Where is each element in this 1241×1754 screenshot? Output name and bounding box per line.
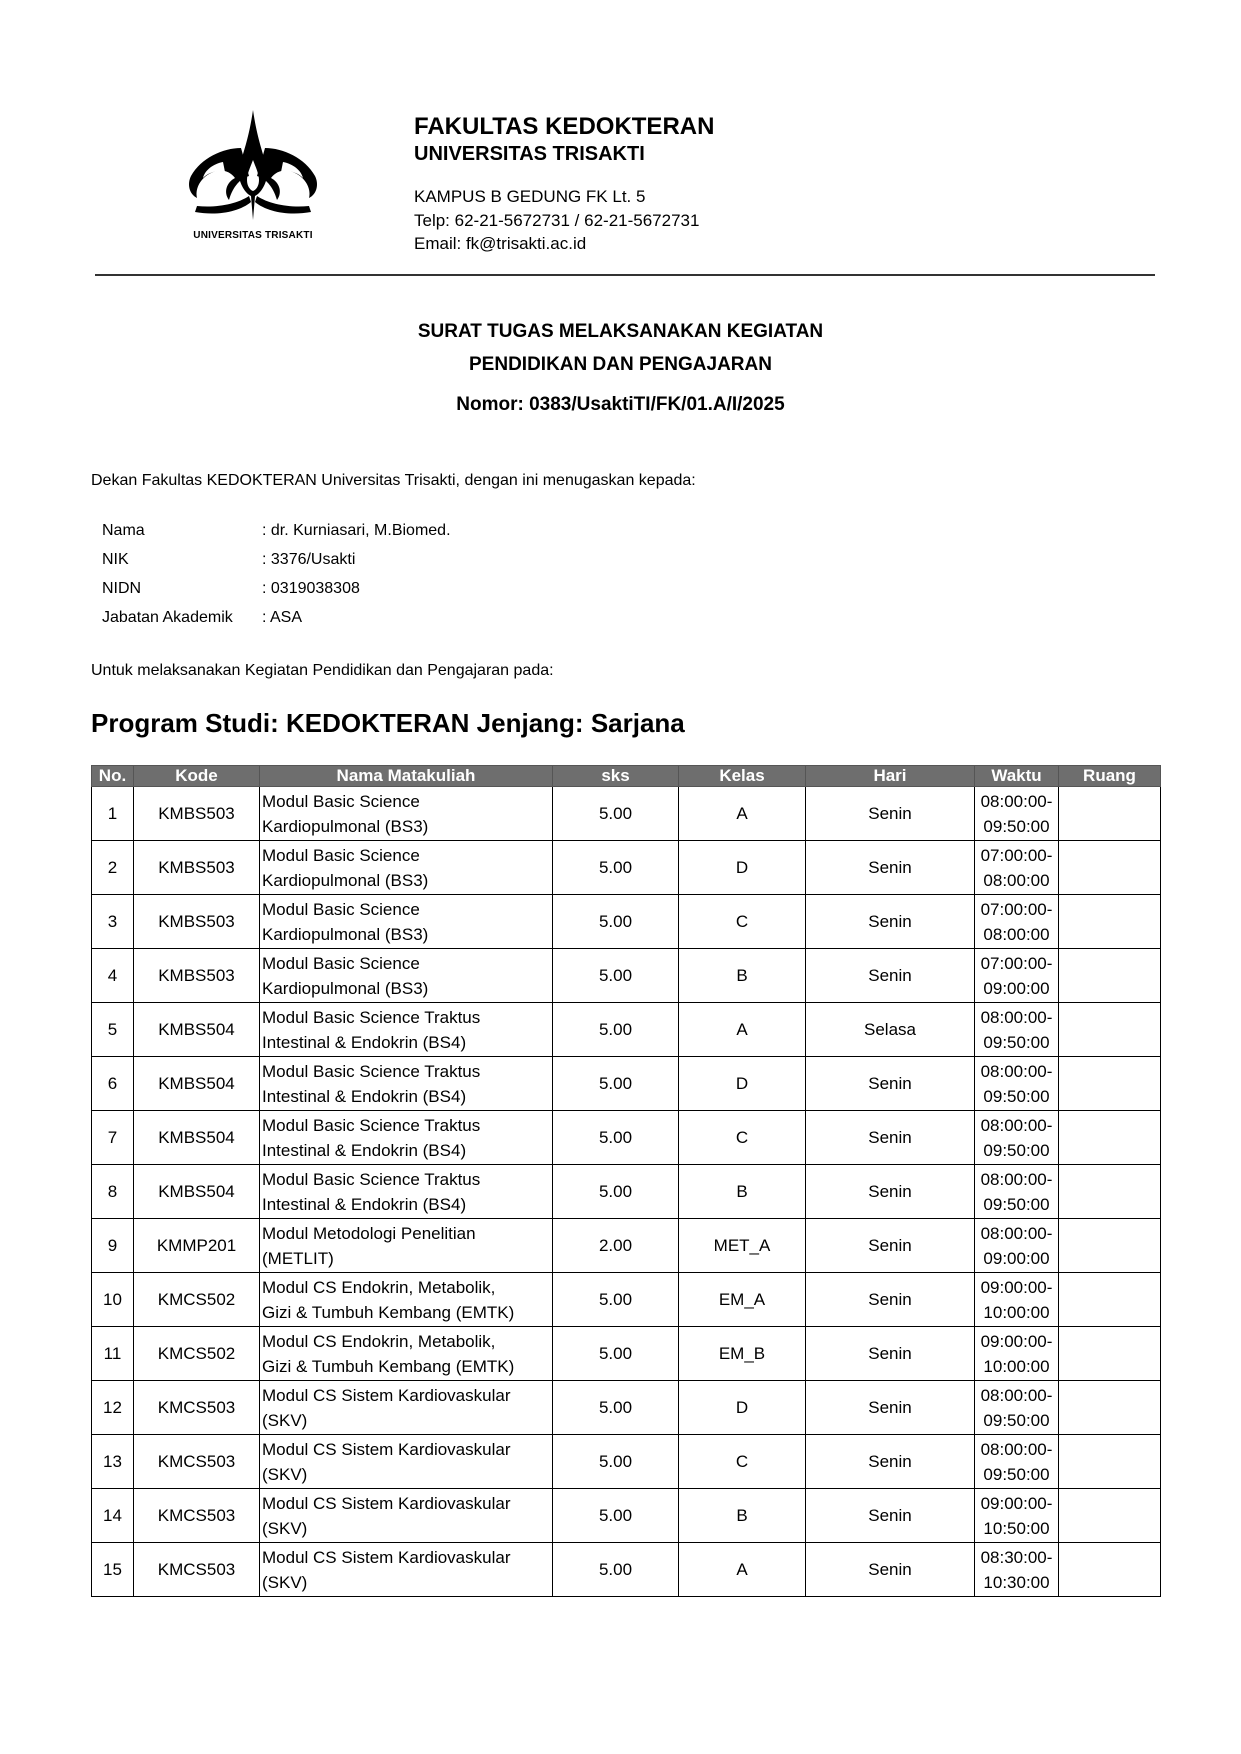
cell-sks: 5.00 xyxy=(553,1381,679,1435)
cell-kelas: MET_A xyxy=(679,1219,806,1273)
info-value: : ASA xyxy=(262,609,303,626)
cell-nama-line1: Modul CS Sistem Kardiovaskular xyxy=(262,1493,511,1513)
cell-waktu-end: 10:00:00 xyxy=(983,1356,1050,1376)
cell-no: 12 xyxy=(92,1381,134,1435)
cell-kelas: EM_B xyxy=(679,1327,806,1381)
cell-waktu xyxy=(975,787,1059,841)
cell-hari: Senin xyxy=(806,1543,975,1597)
table-row xyxy=(92,1381,1161,1435)
table-row xyxy=(92,1111,1161,1165)
phone-line: Telp: 62-21-5672731 / 62-21-5672731 xyxy=(414,210,700,230)
cell-kelas: C xyxy=(679,1435,806,1489)
cell-nama-line2: (SKV) xyxy=(262,1518,308,1538)
cell-waktu-start: 08:00:00- xyxy=(980,1385,1053,1405)
cell-nama-line2: (SKV) xyxy=(262,1572,308,1592)
cell-waktu-end: 08:00:00 xyxy=(983,870,1050,890)
table-row xyxy=(92,841,1161,895)
cell-nama-line1: Modul Basic Science Traktus xyxy=(262,1007,481,1027)
email-line: Email: fk@trisakti.ac.id xyxy=(414,234,587,253)
cell-ruang xyxy=(1059,1327,1161,1381)
cell-sks: 5.00 xyxy=(553,1273,679,1327)
cell-waktu-end: 10:00:00 xyxy=(983,1302,1050,1322)
table-row xyxy=(92,1219,1161,1273)
cell-waktu xyxy=(975,841,1059,895)
cell-nama xyxy=(260,949,553,1003)
cell-hari: Senin xyxy=(806,1111,975,1165)
info-value: : 3376/Usakti xyxy=(262,551,356,568)
cell-waktu xyxy=(975,895,1059,949)
table-row xyxy=(92,1057,1161,1111)
cell-waktu xyxy=(975,1111,1059,1165)
table-header-row xyxy=(92,766,1161,787)
info-value: : 0319038308 xyxy=(262,580,360,597)
cell-kode: KMBS504 xyxy=(134,1003,260,1057)
cell-waktu xyxy=(975,949,1059,1003)
cell-waktu xyxy=(975,1165,1059,1219)
table-row xyxy=(92,1327,1161,1381)
cell-nama xyxy=(260,1327,553,1381)
cell-nama xyxy=(260,1489,553,1543)
cell-kode: KMCS502 xyxy=(134,1327,260,1381)
cell-waktu xyxy=(975,1273,1059,1327)
cell-waktu-start: 08:00:00- xyxy=(980,1115,1053,1135)
cell-nama-line1: Modul CS Sistem Kardiovaskular xyxy=(262,1547,511,1567)
table-row xyxy=(92,1543,1161,1597)
info-label: Nama xyxy=(102,522,145,539)
cell-ruang xyxy=(1059,895,1161,949)
cell-kode: KMBS504 xyxy=(134,1111,260,1165)
cell-nama xyxy=(260,1057,553,1111)
cell-waktu-end: 09:50:00 xyxy=(983,1032,1050,1052)
cell-nama-line2: Kardiopulmonal (BS3) xyxy=(262,924,429,944)
cell-no: 14 xyxy=(92,1489,134,1543)
cell-nama-line2: Intestinal & Endokrin (BS4) xyxy=(262,1140,467,1160)
cell-nama-line2: Kardiopulmonal (BS3) xyxy=(262,816,429,836)
cell-nama-line2: Intestinal & Endokrin (BS4) xyxy=(262,1086,467,1106)
cell-nama-line1: Modul Basic Science Traktus xyxy=(262,1061,481,1081)
cell-hari: Senin xyxy=(806,1489,975,1543)
campus-address: KAMPUS B GEDUNG FK Lt. 5 xyxy=(414,187,646,206)
cell-ruang xyxy=(1059,1057,1161,1111)
person-info-row xyxy=(102,607,451,636)
cell-sks: 5.00 xyxy=(553,1489,679,1543)
cell-ruang xyxy=(1059,949,1161,1003)
cell-no: 6 xyxy=(92,1057,134,1111)
cell-kode: KMCS503 xyxy=(134,1489,260,1543)
cell-hari: Senin xyxy=(806,949,975,1003)
cell-waktu-end: 09:50:00 xyxy=(983,816,1050,836)
cell-kode: KMBS504 xyxy=(134,1057,260,1111)
table-body xyxy=(92,787,1161,1597)
program-heading: Program Studi: KEDOKTERAN Jenjang: Sarjana xyxy=(91,708,685,738)
info-label: NIK xyxy=(102,551,129,568)
cell-sks: 5.00 xyxy=(553,1327,679,1381)
cell-waktu-end: 09:50:00 xyxy=(983,1464,1050,1484)
cell-nama-line2: Intestinal & Endokrin (BS4) xyxy=(262,1032,467,1052)
header-divider xyxy=(95,274,1155,276)
cell-nama xyxy=(260,1543,553,1597)
cell-ruang xyxy=(1059,1111,1161,1165)
cell-sks: 5.00 xyxy=(553,949,679,1003)
cell-kode: KMBS503 xyxy=(134,949,260,1003)
cell-nama-line1: Modul CS Sistem Kardiovaskular xyxy=(262,1439,511,1459)
cell-waktu xyxy=(975,1489,1059,1543)
table-row xyxy=(92,787,1161,841)
cell-waktu xyxy=(975,1219,1059,1273)
letterhead xyxy=(414,113,714,256)
info-value: : dr. Kurniasari, M.Biomed. xyxy=(262,522,451,539)
col-header-sks: sks xyxy=(553,766,679,787)
cell-kelas: B xyxy=(679,949,806,1003)
col-header-no: No. xyxy=(92,766,134,787)
cell-kelas: C xyxy=(679,895,806,949)
cell-nama-line2: Kardiopulmonal (BS3) xyxy=(262,978,429,998)
cell-nama-line2: Gizi & Tumbuh Kembang (EMTK) xyxy=(262,1356,515,1376)
cell-no: 3 xyxy=(92,895,134,949)
cell-no: 13 xyxy=(92,1435,134,1489)
cell-no: 8 xyxy=(92,1165,134,1219)
cell-nama-line1: Modul Basic Science xyxy=(262,791,420,811)
cell-waktu-start: 07:00:00- xyxy=(980,845,1053,865)
cell-waktu xyxy=(975,1543,1059,1597)
cell-kelas: EM_A xyxy=(679,1273,806,1327)
cell-kelas: D xyxy=(679,1381,806,1435)
cell-no: 10 xyxy=(92,1273,134,1327)
cell-hari: Senin xyxy=(806,1165,975,1219)
table-row xyxy=(92,949,1161,1003)
cell-nama xyxy=(260,1165,553,1219)
cell-kode: KMCS502 xyxy=(134,1273,260,1327)
schedule-table xyxy=(91,765,1161,1597)
col-header-waktu: Waktu xyxy=(975,766,1059,787)
cell-nama-line1: Modul Basic Science Traktus xyxy=(262,1115,481,1135)
cell-hari: Selasa xyxy=(806,1003,975,1057)
person-info xyxy=(102,520,451,636)
table-row xyxy=(92,1273,1161,1327)
cell-hari: Senin xyxy=(806,1219,975,1273)
cell-kode: KMBS503 xyxy=(134,787,260,841)
cell-hari: Senin xyxy=(806,1327,975,1381)
cell-waktu-start: 08:30:00- xyxy=(980,1547,1053,1567)
cell-waktu-start: 08:00:00- xyxy=(980,1007,1053,1027)
cell-kode: KMCS503 xyxy=(134,1381,260,1435)
cell-waktu-start: 08:00:00- xyxy=(980,791,1053,811)
cell-no: 15 xyxy=(92,1543,134,1597)
cell-hari: Senin xyxy=(806,1435,975,1489)
person-info-row xyxy=(102,549,451,578)
cell-hari: Senin xyxy=(806,841,975,895)
cell-kelas: A xyxy=(679,1543,806,1597)
table-row xyxy=(92,895,1161,949)
cell-ruang xyxy=(1059,1435,1161,1489)
cell-no: 11 xyxy=(92,1327,134,1381)
cell-nama-line2: Kardiopulmonal (BS3) xyxy=(262,870,429,890)
cell-nama-line2: Intestinal & Endokrin (BS4) xyxy=(262,1194,467,1214)
cell-ruang xyxy=(1059,787,1161,841)
table-row xyxy=(92,1489,1161,1543)
cell-kode: KMMP201 xyxy=(134,1219,260,1273)
cell-no: 5 xyxy=(92,1003,134,1057)
col-header-ruang: Ruang xyxy=(1059,766,1161,787)
cell-ruang xyxy=(1059,1273,1161,1327)
cell-nama-line1: Modul Basic Science xyxy=(262,845,420,865)
cell-waktu-end: 09:00:00 xyxy=(983,1248,1050,1268)
table-row xyxy=(92,1435,1161,1489)
cell-nama-line1: Modul CS Endokrin, Metabolik, xyxy=(262,1331,496,1351)
cell-waktu-start: 08:00:00- xyxy=(980,1223,1053,1243)
trisakti-emblem-icon xyxy=(183,108,323,226)
cell-nama-line2: Gizi & Tumbuh Kembang (EMTK) xyxy=(262,1302,515,1322)
cell-waktu-start: 07:00:00- xyxy=(980,953,1053,973)
cell-waktu xyxy=(975,1003,1059,1057)
cell-sks: 5.00 xyxy=(553,1543,679,1597)
cell-ruang xyxy=(1059,1543,1161,1597)
cell-hari: Senin xyxy=(806,1273,975,1327)
cell-kode: KMCS503 xyxy=(134,1543,260,1597)
cell-kelas: C xyxy=(679,1111,806,1165)
cell-kode: KMBS504 xyxy=(134,1165,260,1219)
cell-waktu-end: 09:50:00 xyxy=(983,1086,1050,1106)
cell-waktu xyxy=(975,1381,1059,1435)
cell-nama xyxy=(260,1219,553,1273)
cell-nama-line1: Modul Basic Science xyxy=(262,953,420,973)
table-row xyxy=(92,1003,1161,1057)
cell-waktu-start: 07:00:00- xyxy=(980,899,1053,919)
cell-waktu-start: 09:00:00- xyxy=(980,1331,1053,1351)
col-header-hari: Hari xyxy=(806,766,975,787)
cell-ruang xyxy=(1059,1489,1161,1543)
cell-sks: 5.00 xyxy=(553,1435,679,1489)
cell-waktu-end: 09:50:00 xyxy=(983,1410,1050,1430)
cell-hari: Senin xyxy=(806,1057,975,1111)
cell-nama xyxy=(260,1003,553,1057)
cell-waktu-end: 10:30:00 xyxy=(983,1572,1050,1592)
cell-sks: 5.00 xyxy=(553,1057,679,1111)
cell-waktu-start: 09:00:00- xyxy=(980,1277,1053,1297)
cell-waktu-start: 08:00:00- xyxy=(980,1439,1053,1459)
cell-nama-line1: Modul Metodologi Penelitian xyxy=(262,1223,476,1243)
cell-sks: 5.00 xyxy=(553,1111,679,1165)
cell-hari: Senin xyxy=(806,787,975,841)
person-info-row xyxy=(102,520,451,549)
info-label: Jabatan Akademik xyxy=(102,609,233,626)
cell-ruang xyxy=(1059,1165,1161,1219)
cell-ruang xyxy=(1059,841,1161,895)
letter-title-line1: SURAT TUGAS MELAKSANAKAN KEGIATAN xyxy=(417,321,824,342)
cell-sks: 5.00 xyxy=(553,841,679,895)
cell-waktu-start: 08:00:00- xyxy=(980,1169,1053,1189)
faculty-name: FAKULTAS KEDOKTERAN xyxy=(414,113,715,140)
cell-kelas: B xyxy=(679,1165,806,1219)
university-logo xyxy=(183,108,323,248)
cell-no: 7 xyxy=(92,1111,134,1165)
cell-kelas: A xyxy=(679,1003,806,1057)
cell-nama xyxy=(260,1381,553,1435)
cell-ruang xyxy=(1059,1381,1161,1435)
letter-title-line2: PENDIDIKAN DAN PENGAJARAN xyxy=(469,354,772,375)
cell-waktu-end: 09:50:00 xyxy=(983,1140,1050,1160)
cell-hari: Senin xyxy=(806,895,975,949)
cell-kelas: A xyxy=(679,787,806,841)
cell-ruang xyxy=(1059,1003,1161,1057)
cell-nama xyxy=(260,787,553,841)
cell-nama-line2: (SKV) xyxy=(262,1464,308,1484)
table-row xyxy=(92,1165,1161,1219)
cell-kode: KMBS503 xyxy=(134,895,260,949)
intro-text: Dekan Fakultas KEDOKTERAN Universitas Trisakti, dengan ini menugaskan kepada: xyxy=(91,472,696,489)
col-header-kode: Kode xyxy=(134,766,260,787)
cell-waktu-end: 09:00:00 xyxy=(983,978,1050,998)
cell-kelas: B xyxy=(679,1489,806,1543)
cell-no: 1 xyxy=(92,787,134,841)
cell-nama xyxy=(260,895,553,949)
letter-number: Nomor: 0383/UsaktiTI/FK/01.A/I/2025 xyxy=(456,394,785,415)
cell-waktu xyxy=(975,1435,1059,1489)
cell-kelas: D xyxy=(679,841,806,895)
cell-waktu-start: 08:00:00- xyxy=(980,1061,1053,1081)
cell-nama-line1: Modul Basic Science Traktus xyxy=(262,1169,481,1189)
cell-nama xyxy=(260,1111,553,1165)
cell-no: 2 xyxy=(92,841,134,895)
university-name: UNIVERSITAS TRISAKTI xyxy=(414,143,645,165)
cell-sks: 2.00 xyxy=(553,1219,679,1273)
cell-kode: KMCS503 xyxy=(134,1435,260,1489)
cell-waktu-end: 09:50:00 xyxy=(983,1194,1050,1214)
cell-sks: 5.00 xyxy=(553,1003,679,1057)
cell-no: 9 xyxy=(92,1219,134,1273)
cell-nama xyxy=(260,841,553,895)
cell-waktu-end: 08:00:00 xyxy=(983,924,1050,944)
cell-kode: KMBS503 xyxy=(134,841,260,895)
cell-kelas: D xyxy=(679,1057,806,1111)
cell-waktu xyxy=(975,1057,1059,1111)
cell-waktu xyxy=(975,1327,1059,1381)
cell-nama xyxy=(260,1273,553,1327)
cell-sks: 5.00 xyxy=(553,787,679,841)
purpose-text: Untuk melaksanakan Kegiatan Pendidikan dan Pengajaran pada: xyxy=(91,662,554,679)
col-header-kelas: Kelas xyxy=(679,766,806,787)
cell-sks: 5.00 xyxy=(553,1165,679,1219)
cell-nama-line1: Modul CS Sistem Kardiovaskular xyxy=(262,1385,511,1405)
cell-no: 4 xyxy=(92,949,134,1003)
cell-sks: 5.00 xyxy=(553,895,679,949)
cell-nama-line1: Modul Basic Science xyxy=(262,899,420,919)
cell-ruang xyxy=(1059,1219,1161,1273)
cell-nama xyxy=(260,1435,553,1489)
info-label: NIDN xyxy=(102,580,142,597)
cell-hari: Senin xyxy=(806,1381,975,1435)
logo-text: UNIVERSITAS TRISAKTI xyxy=(193,230,313,241)
cell-waktu-start: 09:00:00- xyxy=(980,1493,1053,1513)
cell-nama-line2: (METLIT) xyxy=(262,1248,334,1268)
person-info-row xyxy=(102,578,451,607)
cell-nama-line1: Modul CS Endokrin, Metabolik, xyxy=(262,1277,496,1297)
cell-nama-line2: (SKV) xyxy=(262,1410,308,1430)
cell-waktu-end: 10:50:00 xyxy=(983,1518,1050,1538)
col-header-nama: Nama Matakuliah xyxy=(260,766,553,787)
